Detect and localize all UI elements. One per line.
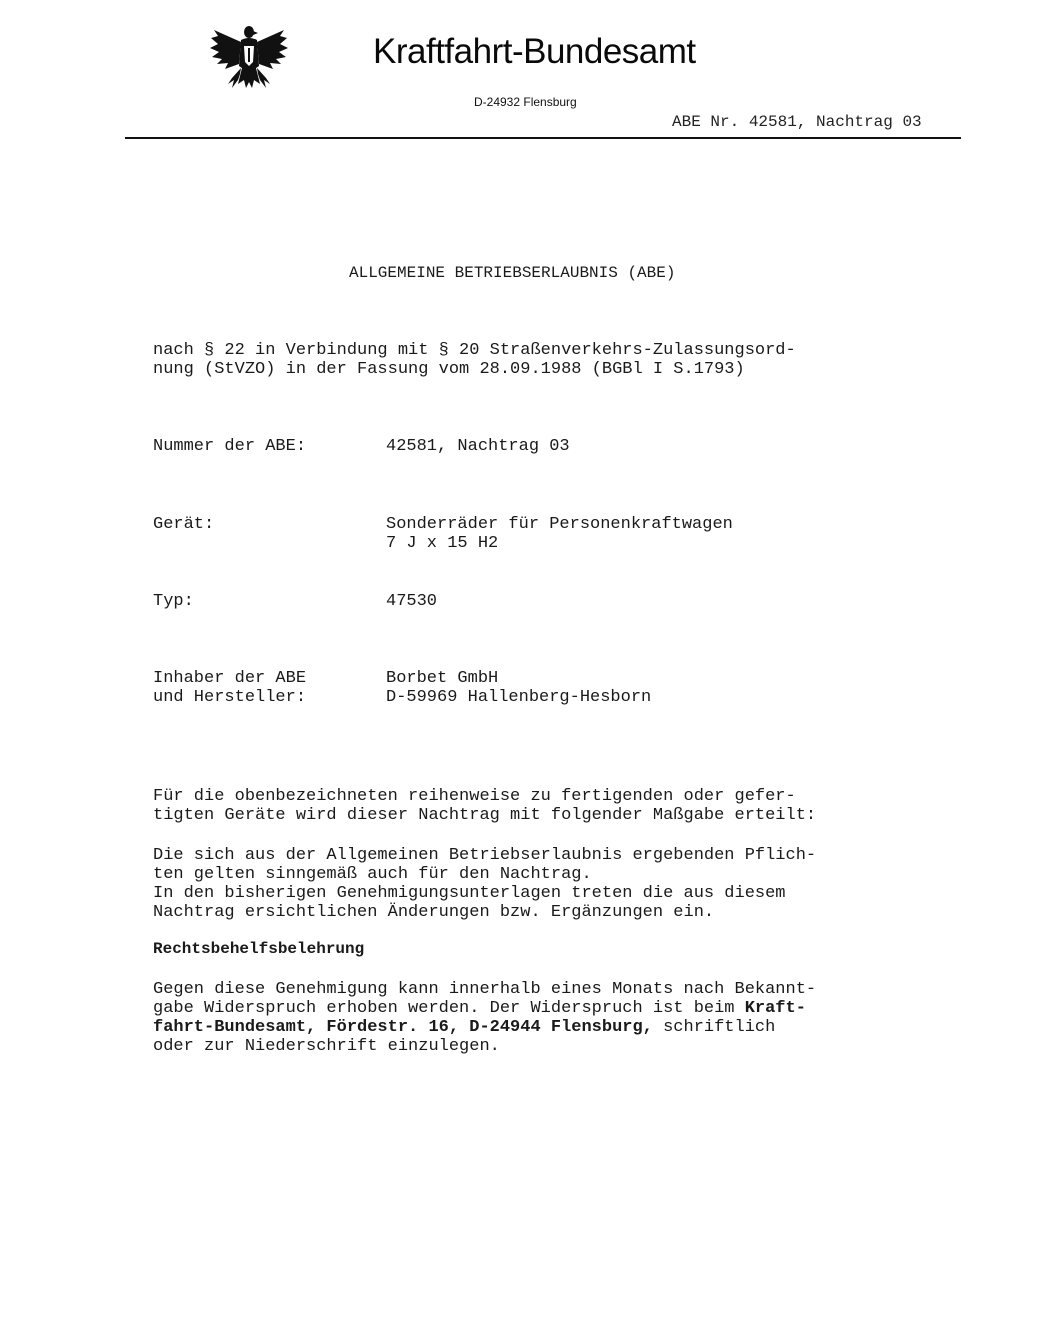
document-heading: ALLGEMEINE BETRIEBSERLAUBNIS (ABE) <box>349 264 676 282</box>
holder-label-line: und Hersteller: <box>153 688 307 707</box>
holder-value <box>386 669 651 707</box>
reference-number: ABE Nr. 42581, Nachtrag 03 <box>672 113 922 131</box>
remedy-line: gabe Widerspruch erhoben werden. Der Widerspruch ist beim <box>153 999 745 1018</box>
remedy-bold: Kraft- <box>744 999 806 1018</box>
abe-number-value: 42581, Nachtrag 03 <box>386 437 570 456</box>
header-divider <box>125 137 961 139</box>
duties-line: ten gelten sinngemäß auch für den Nachtrag. <box>153 865 592 884</box>
remedy-bold: fahrt-Bundesamt, Fördestr. 16, D-24944 Flensburg, <box>153 1018 653 1037</box>
intro-paragraph <box>153 787 816 825</box>
legal-basis-line: nach § 22 in Verbindung mit § 20 Straßenverkehrs-Zulassungsord- <box>153 341 796 360</box>
type-label: Typ: <box>153 592 194 611</box>
abe-number-label: Nummer der ABE: <box>153 437 307 456</box>
duties-line: Die sich aus der Allgemeinen Betriebserlaubnis ergebenden Pflich- <box>153 846 817 865</box>
federal-eagle-icon <box>208 22 290 94</box>
remedy-line: schriftlich <box>652 1018 776 1037</box>
device-value-line: Sonderräder für Personenkraftwagen <box>386 515 733 534</box>
duties-line: In den bisherigen Genehmigungsunterlagen treten die aus diesem <box>153 884 786 903</box>
remedy-line: Gegen diese Genehmigung kann innerhalb eines Monats nach Bekannt- <box>153 980 817 999</box>
authority-address: D-24932 Flensburg <box>474 95 577 109</box>
legal-basis-line: nung (StVZO) in der Fassung vom 28.09.1988 (BGBl I S.1793) <box>153 360 745 379</box>
remedy-paragraph <box>153 980 816 1056</box>
duties-line: Nachtrag ersichtlichen Änderungen bzw. Ergänzungen ein. <box>153 903 715 922</box>
intro-line: tigten Geräte wird dieser Nachtrag mit folgender Maßgabe erteilt: <box>153 806 817 825</box>
intro-line: Für die obenbezeichneten reihenweise zu fertigenden oder gefer- <box>153 787 796 806</box>
remedy-line: oder zur Niederschrift einzulegen. <box>153 1037 500 1056</box>
type-value: 47530 <box>386 592 438 611</box>
holder-value-line: D-59969 Hallenberg-Hesborn <box>386 688 652 707</box>
authority-title: Kraftfahrt-Bundesamt <box>373 32 696 71</box>
holder-label-line: Inhaber der ABE <box>153 669 307 688</box>
duties-paragraph <box>153 846 816 922</box>
remedy-heading: Rechtsbehelfsbelehrung <box>153 940 365 958</box>
device-label: Gerät: <box>153 515 215 534</box>
holder-value-line: Borbet GmbH <box>386 669 499 688</box>
device-value-line: 7 J x 15 H2 <box>386 534 499 553</box>
holder-label <box>153 669 306 707</box>
device-value <box>386 515 733 553</box>
legal-basis <box>153 341 796 379</box>
